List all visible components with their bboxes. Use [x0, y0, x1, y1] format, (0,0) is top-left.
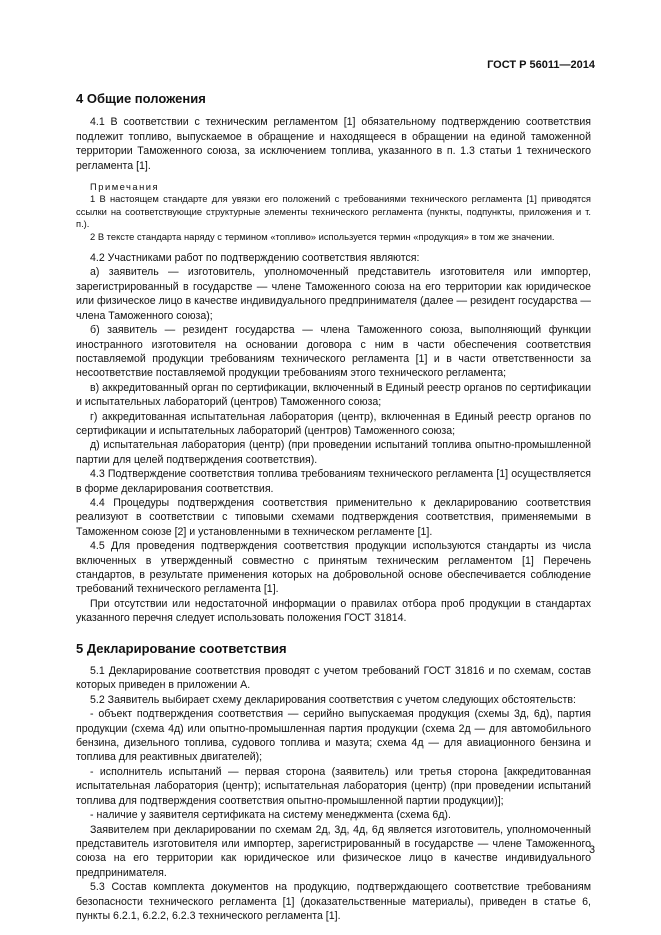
paragraph-4-2-a: а) заявитель — изготовитель, уполномоченный представитель изготовителя или импортер, зарегистрированный в государстве — члене Таможенного союза на его территории как юридическое или физическое лицо в качестве индивидуального предпринимателя (далее — резидент государства — члена Таможенного союза); — [76, 266, 591, 322]
paragraph-4-2: 4.2 Участниками работ по подтверждению соответствия являются: — [90, 252, 420, 265]
paragraph-4-3: 4.3 Подтверждение соответствия топлива требованиям технического регламента [1] осуществляется в форме декларирования соответствия. — [76, 468, 591, 495]
section-4-title: 4 Общие положения — [76, 91, 206, 106]
page-number: 3 — [589, 844, 595, 856]
document-header: ГОСТ Р 56011—2014 — [487, 59, 595, 71]
paragraph-5-3: 5.3 Состав комплекта документов на продукцию, подтверждающего соответствие требованиям безопасности технического регламента [1] (доказательственные материалы), приведен в статье 6, пункты 6.2.1, 6.2.2, 6.2.3 технического регламента [1]. — [76, 881, 591, 922]
paragraph-4-2-v: в) аккредитованный орган по сертификации, включенный в Единый реестр органов по сертификации и испытательных лабораторий (центров) Таможенного союза; — [76, 381, 591, 409]
section-5-title: 5 Декларирование соответствия — [76, 640, 287, 656]
paragraph-5-2-applicant: Заявителем при декларировании по схемам 2д, 3д, 4д, 6д является изготовитель, уполномоченный представитель изготовителя или импортер, зарегистрированный в государстве — члене Таможенного союза на его территории как юридическое или физическое лицо в качестве индивидуального предпринимателя. — [76, 823, 591, 879]
notes-title: Примечания — [90, 181, 160, 193]
section-4 — [76, 92, 591, 923]
paragraph-4-2-b: б) заявитель — резидент государства — члена Таможенного союза, выполняющий функции иностранного изготовителя на основании договора с ним в части обеспечения соответствия поставляемой продукции требованиям технического регламента [1] и в части ответственности за несоответствие поставляемой продукции требованиям этого технического регламента; — [76, 324, 591, 380]
paragraph-5-2-tester: - исполнитель испытаний — первая сторона (заявитель) или третья сторона [аккредитованная испытательная лаборатория (центр); испытательная лаборатория (центр) (при проведении испытаний топлива для подтверждения соответствия опытно-промышленной партии продукции)]; — [76, 765, 591, 807]
paragraph-5-2-object: - объект подтверждения соответствия — серийно выпускаемая продукция (схемы 3д, 6д), партия продукции (схема 4д) или опытно-промышленная партия продукции (схема 2д — для автомобильного бензина, дизельного топлива, судового топлива и мазута; схема 4д — для авиационного бензина и топлива для реактивных двигателей); — [76, 708, 591, 764]
paragraph-5-2: 5.2 Заявитель выбирает схему декларирования соответствия с учетом следующих обстоятельств: — [90, 693, 576, 706]
note-2: 2 В тексте стандарта наряду с термином «топливо» используется термин «продукция» в том же значении. — [90, 230, 555, 242]
notes-block — [76, 181, 591, 243]
paragraph-4-4: 4.4 Процедуры подтверждения соответствия применительно к декларированию соответствия реализуют в соответствии с типовыми схемами подтверждения соответствия, применяемыми в Таможенном союзе [2] и установленными в техническом регламенте [1]. — [76, 496, 591, 538]
paragraph-4-5: 4.5 Для проведения подтверждения соответствия продукции используются стандарты из числа включенных в утвержденный совместно с принятым техническим регламентом [1] Перечень стандартов, в результате применения которых на добровольной основе обеспечивается соблюдение требований технического регламента [1]. — [76, 540, 591, 596]
paragraph-5-1: 5.1 Декларирование соответствия проводят с учетом требований ГОСТ 31816 и по схемам, состав которых приведен в приложении А. — [76, 665, 591, 692]
paragraph-5-2-certificate: - наличие у заявителя сертификата на систему менеджмента (схема 6д). — [90, 809, 451, 822]
paragraph-4-2-d: д) испытательная лаборатория (центр) (при проведении испытаний топлива опытно-промышленной партии для целей подтверждения соответствия). — [76, 439, 591, 466]
paragraph-4-5-note: При отсутствии или недостаточной информации о правилах отбора проб продукции в стандартах указанного перечня следует использовать положения ГОСТ 31814. — [76, 597, 591, 625]
paragraph-4-2-g: г) аккредитованная испытательная лаборатория (центр), включенная в Единый реестр органов по сертификации и испытательных лабораторий (центров) Таможенного союза; — [76, 410, 591, 437]
paragraph-4-1: 4.1 В соответствии с техническим регламентом [1] обязательному подтверждению соответствия подлежит топливо, выпускаемое в обращение и находящееся в обращении на единой таможенной территории Таможенного союза, за исключением топлива, указанного в п. 1.3 статьи 1 технического регламента [1]. — [76, 116, 591, 172]
note-1: 1 В настоящем стандарте для увязки его положений с требованиями технического регламента [1] приводятся ссылки на соответствующие структурные элементы технического регламента (пункты, подпункты, приложения и т. п.). — [76, 193, 591, 230]
